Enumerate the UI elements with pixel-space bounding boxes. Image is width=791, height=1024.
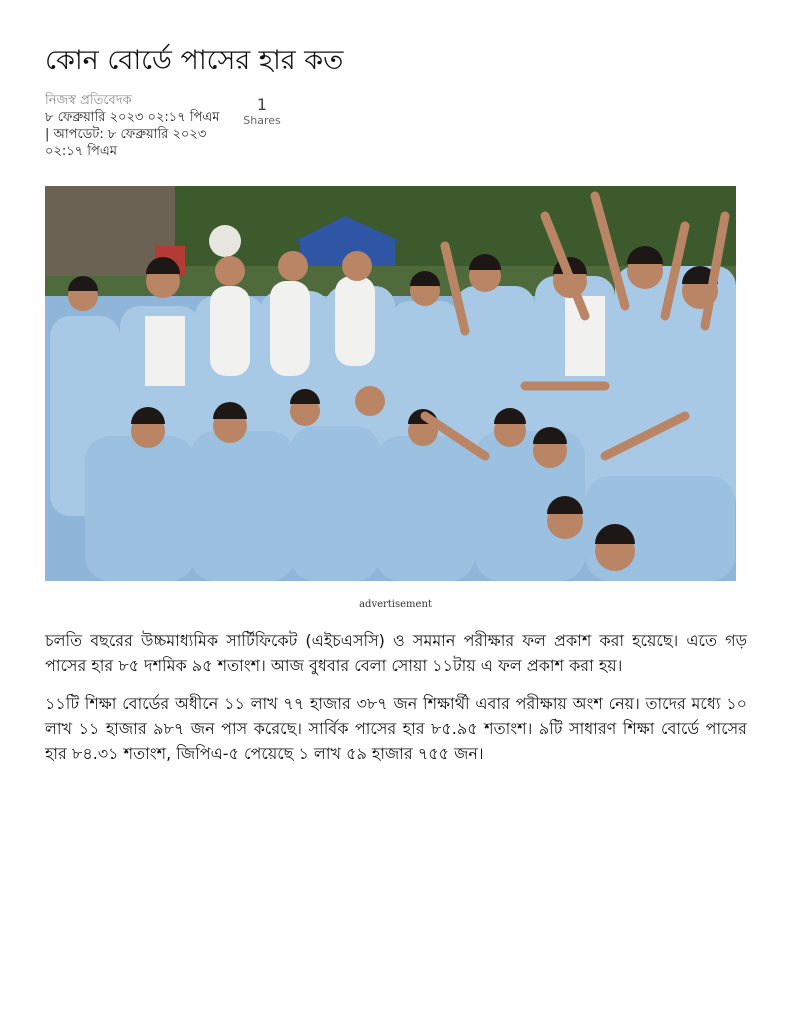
article-photo — [45, 186, 736, 581]
article-byline — [45, 92, 225, 160]
share-label: Shares — [243, 114, 281, 127]
share-counter[interactable] — [238, 96, 286, 127]
article-body — [45, 628, 747, 779]
share-count: 1 — [256, 95, 268, 114]
celebrating-students-image — [45, 186, 736, 581]
article-headline: কোন বোর্ডে পাসের হার কত — [45, 45, 344, 76]
paragraph: চলতি বছরের উচ্চমাধ্যমিক সার্টিফিকেট (এইচএসসি) ও সমমান পরীক্ষার ফল প্রকাশ করা হয়েছে। এতে গড় পাসের হার ৮৫ দশমিক ৯৫ শতাংশ। আজ বুধবার বেলা সোয়া ১১টায় এ ফল প্রকাশ করা হয়। — [45, 631, 747, 675]
publish-date: ৮ ফেব্রুয়ারি ২০২৩ ০২:১৭ পিএম | আপডেট: ৮ ফেব্রুয়ারি ২০২৩ ০২:১৭ পিএম — [45, 110, 220, 159]
author-name[interactable]: নিজস্ব প্রতিবেদক — [45, 93, 132, 108]
advertisement-label: advertisement — [359, 599, 432, 610]
paragraph: ১১টি শিক্ষা বোর্ডের অধীনে ১১ লাখ ৭৭ হাজার ৩৮৭ জন শিক্ষার্থী এবার পরীক্ষায় অংশ নেয়। তাদের মধ্যে ১০ লাখ ১১ হাজার ৯৮৭ জন পাস করেছে। সার্বিক পাসের হার ৮৫.৯৫ শতাংশ। ৯টি সাধারণ শিক্ষা বোর্ডে পাসের হার ৮৪.৩১ শতাংশ, জিপিএ-৫ পেয়েছে ১ লাখ ৫৯ হাজার ৭৫৫ জন। — [45, 694, 747, 763]
